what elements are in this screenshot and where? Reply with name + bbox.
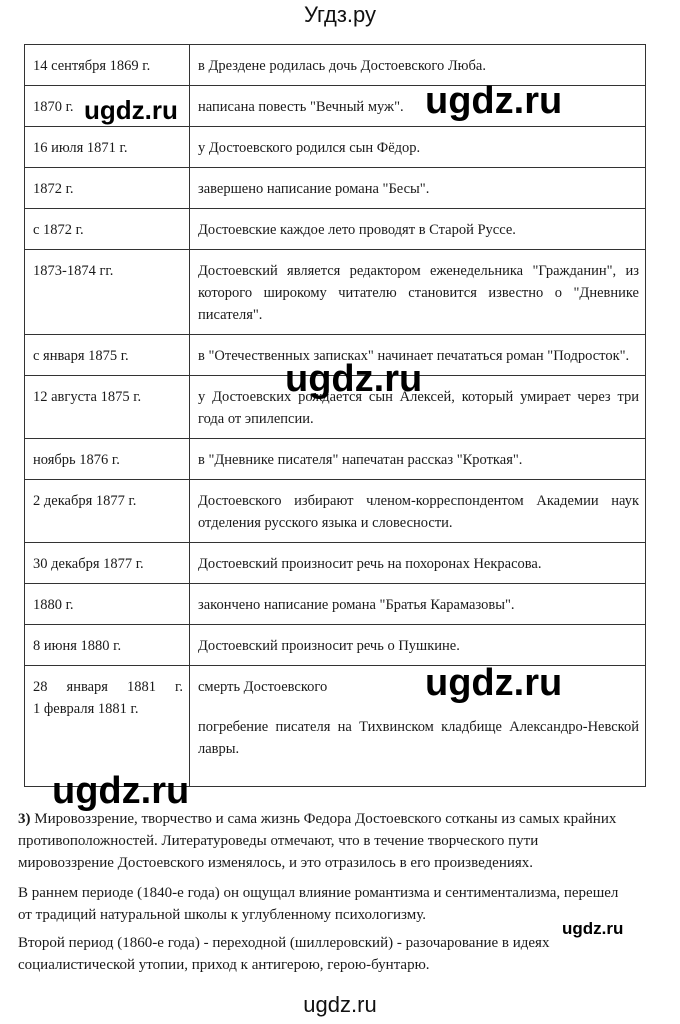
date-cell: ноябрь 1876 г. — [25, 439, 190, 480]
event-cell: Достоевского избирают членом-корреспондентом Академии наук отделения русского языка и словесности. — [190, 480, 646, 543]
watermark: ugdz.ru — [425, 80, 563, 122]
watermark: ugdz.ru — [84, 95, 178, 125]
event-cell: в "Отечественных записках" начинает печататься роман "Подросток". — [190, 335, 646, 376]
date-cell: 1873-1874 гг. — [25, 250, 190, 335]
event-cell: в "Дневнике писателя" напечатан рассказ "Кроткая". — [190, 439, 646, 480]
date-cell: 1872 г. — [25, 168, 190, 209]
section-number: 3) — [18, 811, 31, 827]
event-cell: закончено написание романа "Братья Карамазовы". — [190, 584, 646, 625]
table-row — [25, 625, 646, 666]
date-cell: 1880 г. — [25, 584, 190, 625]
event-cell: написана повесть "Вечный муж". — [190, 86, 646, 127]
table-row — [25, 250, 646, 335]
table-row — [25, 168, 646, 209]
date-cell — [25, 666, 190, 787]
event-cell: у Достоевских рождается сын Алексей, который умирает через три года от эпилепсии. — [190, 376, 646, 439]
date-cell: 30 декабря 1877 г. — [25, 543, 190, 584]
paragraph-worldview — [18, 808, 632, 874]
site-header: Угдз.ру — [303, 2, 377, 27]
table-row — [25, 209, 646, 250]
table-row — [25, 543, 646, 584]
watermark: ugdz.ru — [425, 662, 563, 704]
date-cell: 12 августа 1875 г. — [25, 376, 190, 439]
event-cell: Достоевские каждое лето проводят в Старой Руссе. — [190, 209, 646, 250]
event-cell: Достоевский произносит речь на похоронах Некрасова. — [190, 543, 646, 584]
table-row — [25, 584, 646, 625]
event-cell: Достоевский произносит речь о Пушкине. — [190, 625, 646, 666]
watermark: ugdz.ru — [285, 358, 423, 400]
table-row — [25, 127, 646, 168]
event-cell: в Дрездене родилась дочь Достоевского Люба. — [190, 45, 646, 86]
event-death: смерть Достоевского — [198, 679, 328, 695]
date-cell: с 1872 г. — [25, 209, 190, 250]
event-cell: у Достоевского родился сын Фёдор. — [190, 127, 646, 168]
date-cell: 14 сентября 1869 г. — [25, 45, 190, 86]
paragraph-early-period: В раннем периоде (1840-е года) он ощущал влияние романтизма и сентиментализма, перешел от традиций натуральной школы к углубленному психологизму. — [18, 885, 619, 923]
date-cell: с января 1875 г. — [25, 335, 190, 376]
paragraph-second-period: Второй период (1860-е года) - переходной (шиллеровский) - разочарование в идеях социалистической утопии, приход к антигерою, герою-бунтарю. — [18, 935, 550, 973]
watermark: ugdz.ru — [562, 919, 624, 938]
event-burial: погребение писателя на Тихвинском кладбище Александро-Невской лавры. — [198, 719, 639, 757]
event-cell — [190, 666, 646, 787]
date-cell: 16 июля 1871 г. — [25, 127, 190, 168]
table-row — [25, 439, 646, 480]
date-cell: 1870 г. — [25, 86, 190, 127]
site-footer: ugdz.ru — [303, 992, 377, 1017]
table-row — [25, 480, 646, 543]
event-cell: завершено написание романа "Бесы". — [190, 168, 646, 209]
event-cell: Достоевский является редактором еженедельника "Гражданин", из которого широкому читателю становится известно о "Дневнике писателя". — [190, 250, 646, 335]
date-cell: 2 декабря 1877 г. — [25, 480, 190, 543]
date-burial: 1 февраля 1881 г. — [33, 701, 139, 717]
date-cell: 8 июня 1880 г. — [25, 625, 190, 666]
paragraph-worldview-text: Мировоззрение, творчество и сама жизнь Федора Достоевского сотканы из самых крайних противоположностей. Литературоведы отмечают, что в течение творческого пути мировоззрение Достоевского изменялось, и это отразилось в его произведениях. — [18, 811, 617, 871]
date-death: 28 января 1881 г. — [33, 679, 183, 695]
watermark: ugdz.ru — [52, 770, 190, 812]
